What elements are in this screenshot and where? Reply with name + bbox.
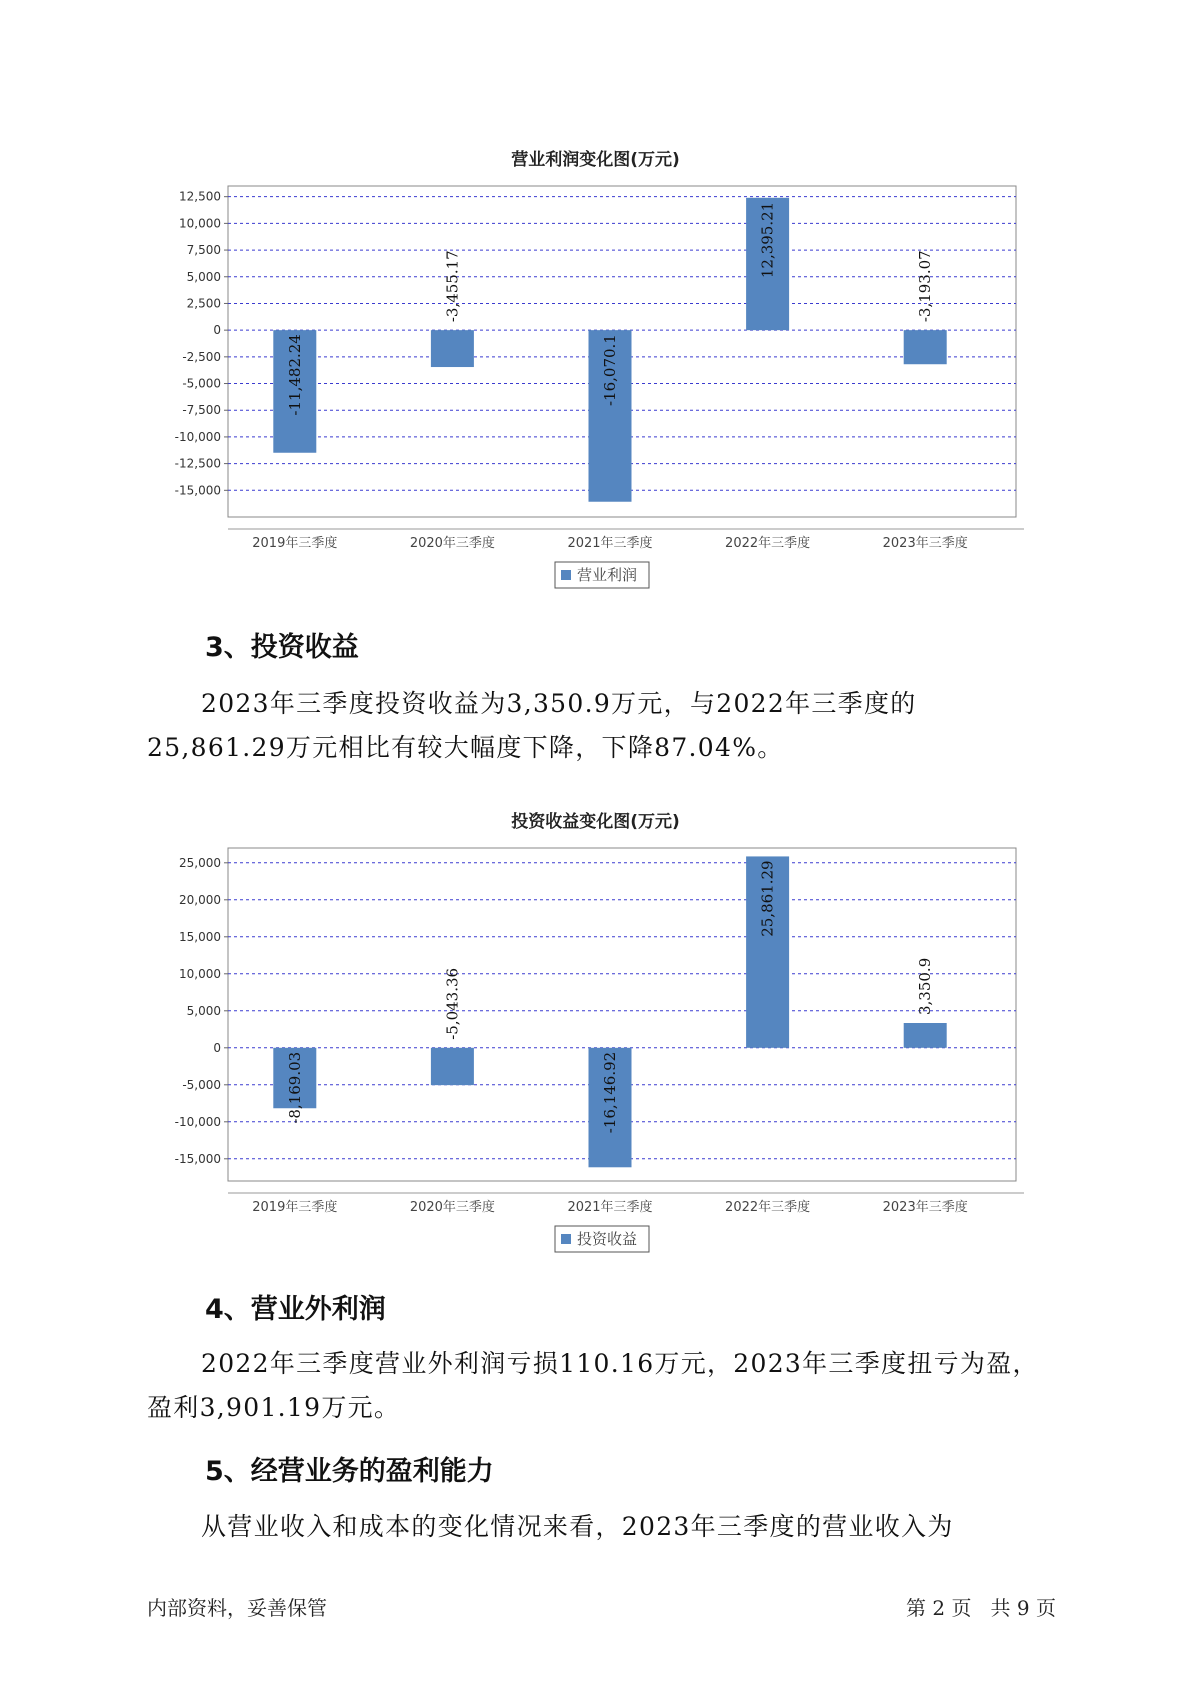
footer-page-number: 第 2 页 共 9 页 <box>906 1596 1056 1620</box>
data-label: -16,070.1 <box>601 334 619 407</box>
y-tick-label: 2,500 <box>186 296 221 311</box>
y-tick-label: -15,000 <box>174 1151 221 1166</box>
y-tick-label: 0 <box>213 1040 221 1055</box>
x-category-label: 2021年三季度 <box>567 1200 653 1215</box>
y-tick-label: -5,000 <box>182 376 221 391</box>
data-label: -11,482.24 <box>285 334 304 416</box>
legend-label: 营业利润 <box>577 566 638 584</box>
y-tick-label: -10,000 <box>174 429 221 444</box>
x-category-label: 2022年三季度 <box>725 1200 811 1215</box>
bar <box>904 1023 947 1048</box>
investment-income-chart <box>0 840 1191 1260</box>
section-4-heading: 4、营业外利润 <box>205 1294 386 1325</box>
data-label: -5,043.36 <box>443 967 462 1040</box>
x-category-label: 2023年三季度 <box>882 1200 968 1215</box>
section-3-heading: 3、投资收益 <box>205 632 359 663</box>
y-tick-label: 12,500 <box>179 189 221 204</box>
bar <box>431 1048 474 1085</box>
data-label: -16,146.92 <box>601 1051 619 1134</box>
x-category-label: 2023年三季度 <box>882 536 968 551</box>
footer-confidential-note: 内部资料，妥善保管 <box>147 1596 327 1620</box>
data-label: 25,861.29 <box>758 860 777 937</box>
y-tick-label: 10,000 <box>179 966 221 981</box>
x-category-label: 2020年三季度 <box>409 536 495 551</box>
chart-1-title: 营业利润变化图(万元) <box>511 150 680 170</box>
x-category-label: 2019年三季度 <box>252 536 338 551</box>
x-category-label: 2019年三季度 <box>252 1200 338 1215</box>
y-tick-label: 20,000 <box>179 892 221 907</box>
operating-profit-chart <box>0 180 1191 600</box>
x-category-label: 2022年三季度 <box>725 536 811 551</box>
bar <box>904 330 947 364</box>
chart-2-title: 投资收益变化图(万元) <box>511 812 680 832</box>
legend-swatch <box>561 1234 571 1244</box>
section-4-paragraph: 2022年三季度营业外利润亏损110.16万元，2023年三季度扭亏为盈，盈利3,901.19万元。 <box>147 1349 1039 1422</box>
section-3-paragraph: 2023年三季度投资收益为3,350.9万元，与2022年三季度的25,861.29万元相比有较大幅度下降，下降87.04%。 <box>147 689 917 762</box>
y-tick-label: -2,500 <box>182 349 221 364</box>
y-tick-label: 15,000 <box>179 929 221 944</box>
data-label: 3,350.9 <box>916 957 935 1016</box>
x-category-label: 2021年三季度 <box>567 536 653 551</box>
data-label: -8,169.03 <box>285 1051 304 1124</box>
y-tick-label: 5,000 <box>186 269 221 284</box>
y-tick-label: -15,000 <box>174 483 221 498</box>
y-tick-label: 10,000 <box>179 216 221 231</box>
y-tick-label: -7,500 <box>182 403 221 418</box>
y-tick-label: 25,000 <box>179 855 221 870</box>
legend-label: 投资收益 <box>577 1230 638 1248</box>
y-tick-label: -10,000 <box>174 1114 221 1129</box>
data-label: -3,193.07 <box>916 250 935 323</box>
x-category-label: 2020年三季度 <box>409 1200 495 1215</box>
y-tick-label: 7,500 <box>186 243 221 258</box>
y-tick-label: 5,000 <box>186 1003 221 1018</box>
y-tick-label: 0 <box>213 323 221 338</box>
bar <box>431 330 474 367</box>
section-5-heading: 5、经营业务的盈利能力 <box>205 1456 494 1487</box>
y-tick-label: -12,500 <box>174 456 221 471</box>
section-5-paragraph: 从营业收入和成本的变化情况来看，2023年三季度的营业收入为 <box>201 1512 954 1541</box>
data-label: 12,395.21 <box>758 201 777 279</box>
legend-swatch <box>561 570 571 580</box>
y-tick-label: -5,000 <box>182 1077 221 1092</box>
data-label: -3,455.17 <box>443 250 462 323</box>
